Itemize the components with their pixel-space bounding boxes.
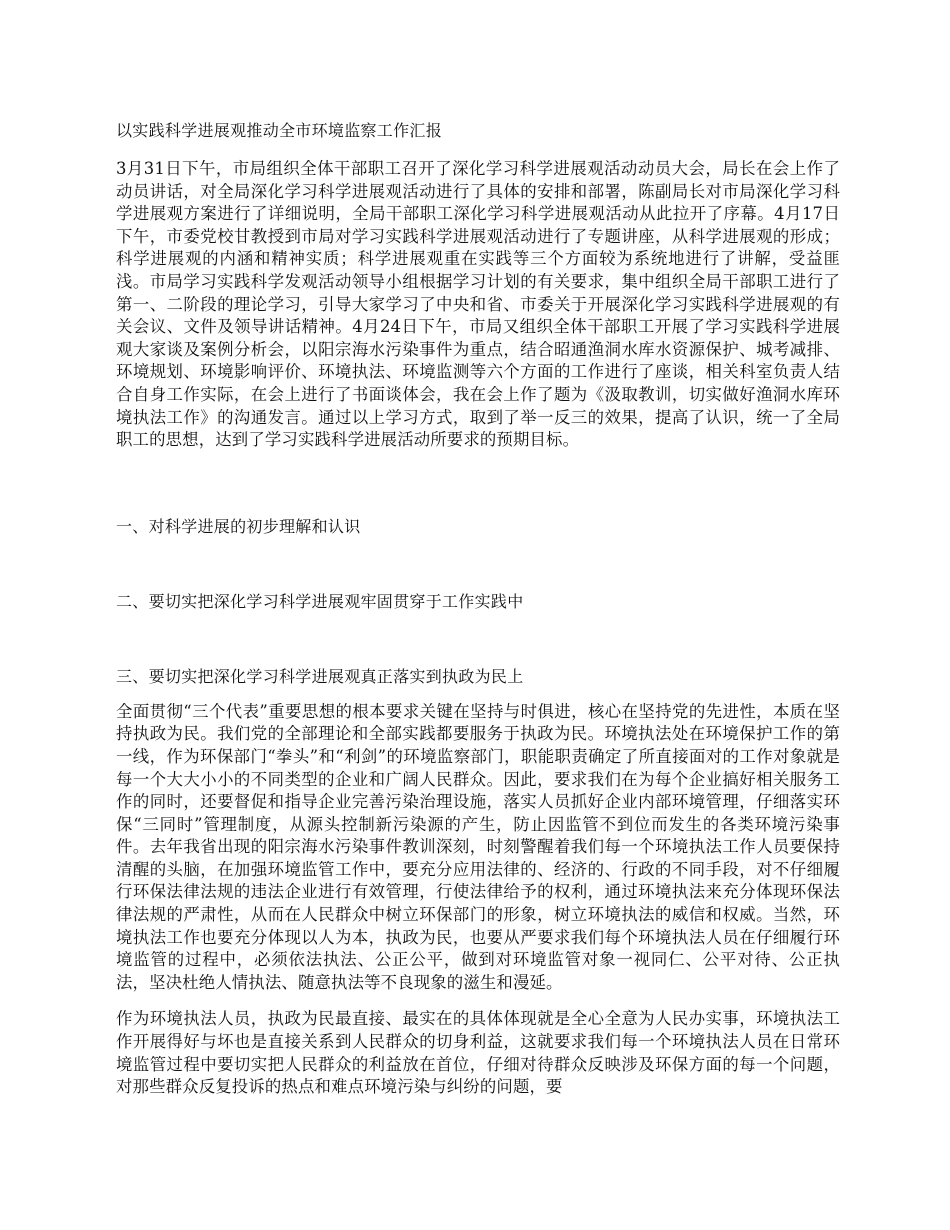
section-3-paragraph-2: 作为环境执法人员，执政为民最直接、最实在的具体体现就是全心全意为人民办实事，环境执法工作开展得好与坏也是直接关系到人民群众的切身利益，这就要求我们每一个环境执法人员在日常环境监管过程中要切实把人民群众的利益放在首位，仔细对待群众反映涉及环保方面的每一个问题，对那些群众反复投诉的热点和难点环境污染与纠纷的问题，要	[116, 1009, 840, 1097]
document-page	[116, 118, 840, 1099]
section-1-heading: 一、对科学进展的初步理解和认识	[116, 516, 361, 536]
section-3-paragraph-1: 全面贯彻“三个代表”重要思想的根本要求关键在坚持与时俱进，核心在坚持党的先进性，本质在坚持执政为民。我们党的全部理论和全部实践都要服务于执政为民。环境执法处在环境保护工作的第一线，作为环保部门“拳头”和“利剑”的环境监察部门，职能职责确定了所直接面对的工作对象就是每一个大大小小的不同类型的企业和广阔人民群众。因此，要求我们在为每个企业搞好相关服务工作的同时，还要督促和指导企业完善污染治理设施，落实人员抓好企业内部环境管理，仔细落实环保“三同时”管理制度，从源头控制新污染源的产生，防止因监管不到位而发生的各类环境污染事件。去年我省出现的阳宗海水污染事件教训深刻，时刻警醒着我们每一个环境执法工作人员要保持清醒的头脑，在加强环境监管工作中，要充分应用法律的、经济的、行政的不同手段，对不仔细履行环保法律法规的违法企业进行有效管理，行使法律给予的权利，通过环境执法来充分体现环保法律法规的严肃性，从而在人民群众中树立环保部门的形象，树立环境执法的威信和权威。当然，环境执法工作也要充分体现以人为本，执政为民，也要从严要求我们每个环境执法人员在仔细履行环境监管的过程中，必须依法执法、公正公平，做到对环境监管对象一视同仁、公平对待、公正执法，坚决杜绝人情执法、随意执法等不良现象的滋生和漫延。	[116, 701, 840, 992]
intro-paragraph: 3月31日下午，市局组织全体干部职工召开了深化学习科学进展观活动动员大会，局长在会上作了动员讲话，对全局深化学习科学进展观活动进行了具体的安排和部署，陈副局长对市局深化学习科学进展观方案进行了详细说明，全局干部职工深化学习科学进展观活动从此拉开了序幕。4月17日下午，市委党校甘教授到市局对学习实践科学进展观活动进行了专题讲座，从科学进展观的形成；科学进展观的内涵和精神实质；科学进展观重在实践等三个方面较为系统地进行了讲解，受益匪浅。市局学习实践科学发观活动领导小组根据学习计划的有关要求，集中组织全局干部职工进行了第一、二阶段的理论学习，引导大家学习了中央和省、市委关于开展深化学习实践科学进展观的有关会议、文件及领导讲话精神。4月24日下午，市局又组织全体干部职工开展了学习实践科学进展观大家谈及案例分析会，以阳宗海水污染事件为重点，结合昭通渔洞水库水资源保护、城考减排、环境规划、环境影响评价、环境执法、环境监测等六个方面的工作进行了座谈，相关科室负责人结合自身工作实际，在会上进行了书面谈体会，我在会上作了题为《汲取教训，切实做好渔洞水库环境执法工作》的沟通发言。通过以上学习方式，取到了举一反三的效果，提高了认识，统一了全局职工的思想，达到了学习实践科学进展活动所要求的预期目标。	[116, 159, 840, 450]
section-3-heading: 三、要切实把深化学习科学进展观真正落实到执政为民上	[116, 666, 524, 686]
section-2-heading: 二、要切实把深化学习科学进展观牢固贯穿于工作实践中	[116, 591, 524, 611]
document-title: 以实践科学进展观推动全市环境监察工作汇报	[116, 121, 443, 140]
